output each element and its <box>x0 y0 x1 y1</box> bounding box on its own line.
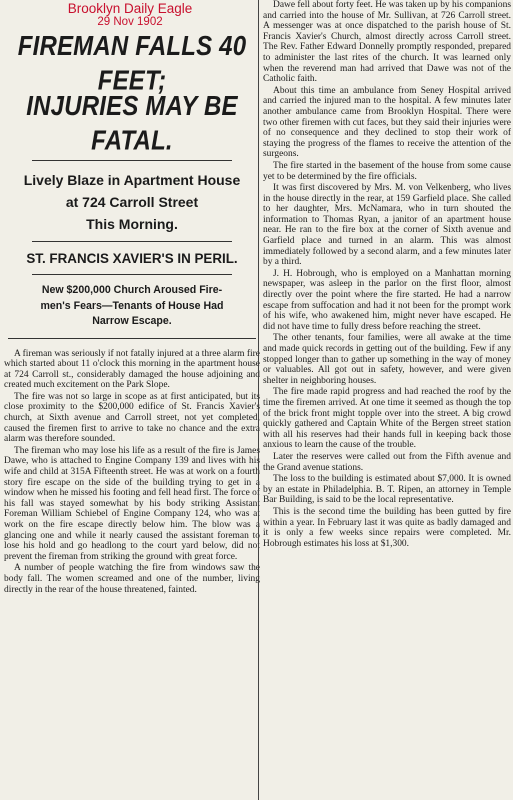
divider <box>8 338 256 339</box>
deck-1-line-2: at 724 Carroll Street <box>65 194 199 210</box>
deck-1-line-1: Lively Blaze in Apartment House <box>23 172 241 188</box>
article-paragraph: A number of people watching the fire from windows saw the body fall. The women screamed and one of the number, living directly in the rear of the house threatened, fainted. <box>4 563 260 595</box>
article-paragraph: The fire made rapid progress and had reached the roof by the time the firemen arrived. At one time it seemed as though the top of the brick front might topple over into the street. A big crowd quickly gathered and Captain White of the Bergen street station with all his reserves had their hands full in keeping back those anxious to learn the cause of the trouble. <box>263 387 511 451</box>
article-paragraph: About this time an ambulance from Seney Hospital arrived and carried the injured man to the hospital. A few minutes later another ambulance came from Brooklyn Hospital. There were two other firemen with cut faces, but they said their injuries were of no consequence and they declined to stop their work of staying the progress of the flames to receive the attention of the surgeons. <box>263 85 511 160</box>
newspaper-name: Brooklyn Daily Eagle <box>67 1 193 16</box>
masthead <box>0 2 260 28</box>
article-paragraph: Later the reserves were called out from the Fifth avenue and the Grand avenue stations. <box>263 451 511 473</box>
article-paragraph: It was first discovered by Mrs. M. von Velkenberg, who lives in the house directly in the rear, at 159 Garfield place. She called to her daughter, Mrs. McNamara, who in turn shouted the information to Thomas Ryan, a janitor of an apartment house near. He ran to the fire box at the corner of Sixth avenue and Garfield place and turned in an alarm. This was almost immediately followed by a second alarm, and a few minutes later by a third. <box>263 183 511 268</box>
left-column <box>4 34 260 800</box>
deck-3-line-3: Narrow Escape. <box>92 315 172 327</box>
deck-1-line-3: This Morning. <box>86 216 178 232</box>
publication-date: 29 Nov 1902 <box>97 16 163 29</box>
article-paragraph: Dawe fell about forty feet. He was taken up by his companions and carried into the house of Mr. Sullivan, at 726 Carroll street. A messenger was at once dispatched to the parish house of St. Francis Xavier's Church, almost directly across Carroll street. The Rev. Father Edward Donnelly promptly responded, prepared to administer the last rites of the church. It was learned only when the reverend man had arrived that Dawe was not of the Catholic faith. <box>263 0 511 85</box>
article-paragraph: J. H. Hobrough, who is employed on a Manhattan morning newspaper, was asleep in the parlor on the first floor, almost directly over the point where the fire started. He had a narrow escape from suffocation and had it not been for the prompt work of his wife, who awakened him, might never have escaped. He did not have time to fully dress before reaching the street. <box>263 268 511 332</box>
divider <box>32 160 232 161</box>
article-paragraph: The other tenants, four families, were all awake at the time and made quick records in getting out of the building. Few if any stopped longer than to gather up something in the way of money or valuables. All got out in safety, however, and were given shelter in neighboring houses. <box>263 333 511 386</box>
right-column <box>258 0 511 800</box>
headline-line-1: FIREMAN FALLS 40 FEET; <box>17 34 247 97</box>
article-paragraph: A fireman was seriously if not fatally injured at a three alarm fire which started about 11 o'clock this morning in the apartment house at 724 Carroll st., considerably damaged the house adjoining and created much excitement on the Park Slope. <box>4 348 260 391</box>
article-paragraph: This is the second time the building has been gutted by fire within a year. In February last it was quite as badly damaged and it is only a few weeks since repairs were completed. Mr. Hobrough estimates his loss at $1,300. <box>263 506 511 549</box>
divider <box>32 241 232 242</box>
article-paragraph: The loss to the building is estimated about $7,000. It is owned by an estate in Philadelphia. B. T. Ripen, an attorney in Temple Bar Building, is said to be the local representative. <box>263 474 511 506</box>
divider <box>32 274 232 275</box>
deck-3-line-1: New $200,000 Church Aroused Fire- <box>41 284 223 296</box>
article-paragraph: The fire started in the basement of the house from some cause yet to be determined by the fire officials. <box>263 160 511 182</box>
headline-line-2: INJURIES MAY BE FATAL. <box>26 90 238 157</box>
deck-3-line-2: men's Fears—Tenants of House Had <box>40 299 224 312</box>
article-paragraph: The fireman who may lose his life as a result of the fire is James Dawe, who is attached to Engine Company 139 and lives with his wife and child at 315A Fifteenth street. He was at work on a fourth story fire escape on the side of the building trying to get in a window when he missed his footing and fell head first. The force of his fall was stayed somewhat by his body striking Assistant Foreman William Schiebel of Engine Company 124, who was at work on the fire escape directly below him. The blow was a glancing one and while it nearly caused the assistant foreman to lose his hold and go headlong to the court yard below, did not prevent the fireman from striking the ground with great force. <box>4 445 260 562</box>
article-paragraph: The fire was not so large in scope as at first anticipated, but its close proximity to the $200,000 edifice of St. Francis Xavier's church, at Sixth avenue and Carroll street, not yet completed, caused the firemen first to arrive to take no chance and the extra alarm was therefore sounded. <box>4 391 260 445</box>
deck-2: ST. FRANCIS XAVIER'S IN PERIL. <box>26 251 238 266</box>
